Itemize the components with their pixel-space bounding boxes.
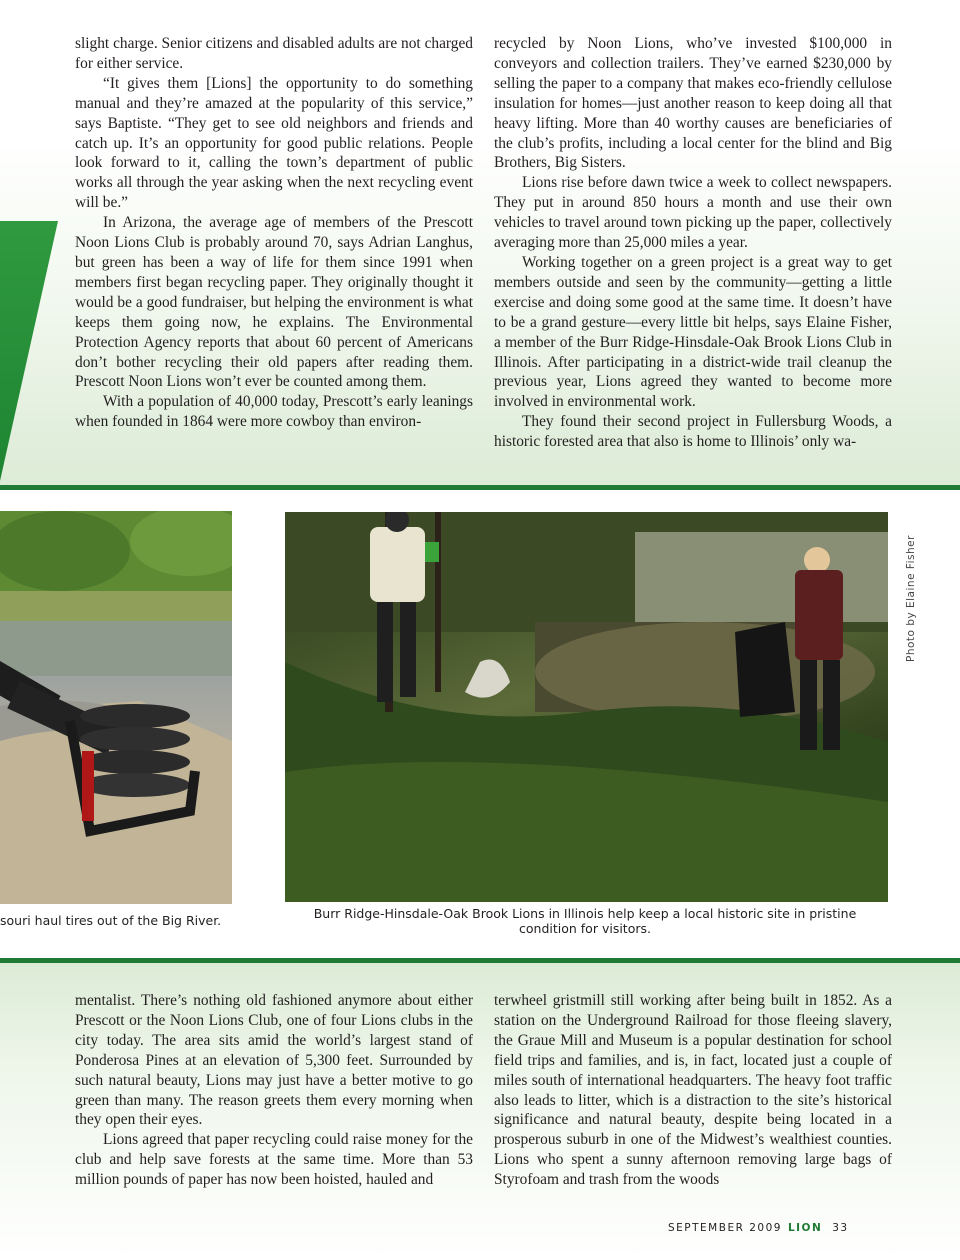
paragraph: Lions agreed that paper recycling could raise money for the club and help save forests at the same time. More than 53 million pounds of paper has now been hoisted, hauled and	[75, 1131, 473, 1189]
green-divider-bottom	[0, 958, 960, 963]
issue-date: SEPTEMBER 2009	[668, 1222, 782, 1234]
article-column-bottom-left	[75, 991, 473, 1190]
paragraph: In Arizona, the average age of members of the Prescott Noon Lions Club is probably around 70, says Adrian Langhus, but green has been a way of life for them since 1991 when members first began recycling paper. They originally thought it would be a good fundraiser, but helping the environment is what keeps them going now, he explains. The Environmental Protection Agency reports that about 60 percent of Americans don’t bother recycling their old papers after reading them. Prescott Noon Lions won’t ever be counted among them.	[75, 214, 473, 391]
paragraph: “It gives them [Lions] the opportunity to do something manual and they’re amazed at the popularity of this service,” says Baptiste. “They get to see old neighbors and friends and catch up. It’s an opportunity for good public relations. People look forward to it, calling the town’s department of public works all through the year asking when the next recycling event will be.”	[75, 74, 473, 212]
green-divider-top	[0, 485, 960, 490]
article-column-bottom-right	[494, 991, 892, 1190]
paragraph: terwheel gristmill still working after being built in 1852. As a station on the Underground Railroad for those fleeing slavery, the Graue Mill and Museum is a popular destination for school field trips and families, and is, in fact, located just a couple of miles south of international headquarters. The heavy foot traffic also leads to litter, which is a distraction to the site’s historical significance and natural beauty, despite being located in a prosperous suburb in one of the Midwest’s wealthiest counties. Lions who spent a sunny afternoon removing large bags of Styrofoam and trash from the woods	[494, 992, 892, 1189]
paragraph: With a population of 40,000 today, Prescott’s early leanings when founded in 1864 were more cowboy than environ-	[75, 393, 473, 431]
paragraph: slight charge. Senior citizens and disabled adults are not charged for either service.	[75, 35, 473, 72]
photo-woods-cleanup-illustration	[285, 512, 888, 902]
photo-caption-left: souri haul tires out of the Big River.	[0, 913, 222, 928]
photo-woods-cleanup	[285, 512, 888, 902]
article-column-top-left	[75, 34, 473, 432]
paragraph: Lions rise before dawn twice a week to collect newspapers. They put in around 850 hours a month and use their own vehicles to travel around town picking up the paper, collectively averaging more than 25,000 miles a year.	[494, 174, 892, 252]
page-footer	[668, 1222, 849, 1234]
paragraph: Working together on a green project is a great way to get members outside and seen by the community—getting a little exercise and doing some good at the same time. It doesn’t have to be a grand gesture—every little bit helps, says Elaine Fisher, a member of the Burr Ridge-Hinsdale-Oak Brook Lions Club in Illinois. After participating in a district-wide trail cleanup the previous year, Lions agreed they wanted to become more involved in environmental work.	[494, 253, 892, 411]
photo-tire-removal-illustration	[0, 511, 232, 904]
magazine-name: LION	[787, 1222, 823, 1234]
photo-tire-removal	[0, 511, 232, 904]
photo-credit: Photo by Elaine Fisher	[905, 535, 917, 662]
article-column-top-right	[494, 34, 892, 452]
paragraph: They found their second project in Fullersburg Woods, a historic forested area that also is home to Illinois’ only wa-	[494, 413, 892, 451]
paragraph: mentalist. There’s nothing old fashioned anymore about either Prescott or the Noon Lions Club, one of four Lions clubs in the city today. The area sits amid the world’s largest stand of Ponderosa Pines at an elevation of 5,300 feet. Surrounded by such natural beauty, Lions may just have a better motive to go green than many. The reason greets them every morning when they open their eyes.	[75, 992, 473, 1129]
paragraph: recycled by Noon Lions, who’ve invested $100,000 in conveyors and collection trailers. They’ve earned $230,000 by selling the paper to a company that makes eco-friendly cellulose insulation for homes—just another reason to keep doing all that heavy lifting. More than 40 worthy causes are beneficiaries of the club’s profits, including a local center for the blind and Big Brothers, Big Sisters.	[494, 35, 892, 172]
photo-caption-right: Burr Ridge-Hinsdale-Oak Brook Lions in Illinois help keep a local historic site in pristine condition for visitors.	[313, 906, 857, 936]
page-number: 33	[832, 1222, 849, 1234]
